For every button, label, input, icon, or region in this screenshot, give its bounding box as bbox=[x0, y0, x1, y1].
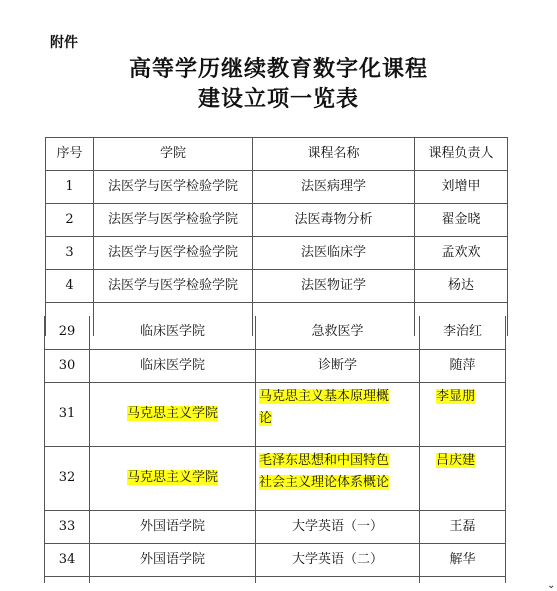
row-course: 急救医学 bbox=[256, 316, 420, 349]
highlighted-lead: 吕庆建 bbox=[436, 452, 476, 468]
header-lead: 课程负责人 bbox=[415, 138, 508, 171]
row-college: 法医学与医学检验学院 bbox=[94, 171, 253, 204]
header-college: 学院 bbox=[94, 138, 253, 171]
row-lead: 杨达 bbox=[415, 270, 508, 303]
row-lead bbox=[420, 446, 506, 510]
table-row bbox=[45, 382, 506, 446]
row-number: 31 bbox=[45, 382, 90, 446]
table-row bbox=[45, 316, 506, 349]
row-college: 外国语学院 bbox=[90, 510, 256, 543]
row-number: 4 bbox=[46, 270, 94, 303]
row-college: 法医学与医学检验学院 bbox=[94, 204, 253, 237]
row-course: 法医临床学 bbox=[253, 237, 415, 270]
row-college: 临床医学院 bbox=[90, 349, 256, 382]
row-number: 34 bbox=[45, 543, 90, 576]
row-college bbox=[90, 382, 256, 446]
row-lead: 解华 bbox=[420, 543, 506, 576]
row-number: 32 bbox=[45, 446, 90, 510]
header-number: 序号 bbox=[46, 138, 94, 171]
course-table-bottom bbox=[44, 316, 506, 583]
row-number: 29 bbox=[45, 316, 90, 349]
table-header-row bbox=[46, 138, 508, 171]
page-title-line1: 高等学历继续教育数字化课程 bbox=[128, 56, 428, 82]
attachment-label: 附件 bbox=[50, 35, 78, 51]
row-college bbox=[90, 446, 256, 510]
header-course: 课程名称 bbox=[253, 138, 415, 171]
table-row bbox=[46, 204, 508, 237]
row-college: 外国语学院 bbox=[90, 543, 256, 576]
row-number: 1 bbox=[46, 171, 94, 204]
table-row bbox=[46, 237, 508, 270]
row-course: 诊断学 bbox=[256, 349, 420, 382]
row-lead: 孟欢欢 bbox=[415, 237, 508, 270]
course-line: 社会主义理论体系概论 bbox=[259, 474, 390, 490]
page-title-line2: 建设立项一览表 bbox=[197, 86, 359, 112]
corner-mark: ⌄ bbox=[547, 580, 556, 591]
row-college: 法医学与医学检验学院 bbox=[94, 237, 253, 270]
course-line: 马克思主义基本原理概 bbox=[259, 388, 390, 404]
row-number: 33 bbox=[45, 510, 90, 543]
row-course bbox=[256, 446, 420, 510]
row-lead: 李治红 bbox=[420, 316, 506, 349]
row-course: 法医物证学 bbox=[253, 270, 415, 303]
row-lead: 刘增甲 bbox=[415, 171, 508, 204]
row-college: 法医学与医学检验学院 bbox=[94, 270, 253, 303]
course-line: 论 bbox=[259, 410, 273, 426]
table-row bbox=[45, 543, 506, 576]
table-row bbox=[45, 446, 506, 510]
row-number: 30 bbox=[45, 349, 90, 382]
row-number: 2 bbox=[46, 204, 94, 237]
row-number: 3 bbox=[46, 237, 94, 270]
table-row bbox=[46, 270, 508, 303]
table-row bbox=[45, 510, 506, 543]
row-course: 法医毒物分析 bbox=[253, 204, 415, 237]
highlighted-lead: 李显朋 bbox=[436, 388, 476, 404]
row-course: 大学英语（二） bbox=[256, 543, 420, 576]
row-lead: 王磊 bbox=[420, 510, 506, 543]
row-college: 临床医学院 bbox=[90, 316, 256, 349]
highlighted-college: 马克思主义学院 bbox=[126, 470, 218, 485]
row-course: 法医病理学 bbox=[253, 171, 415, 204]
table-row bbox=[46, 171, 508, 204]
table-row bbox=[45, 349, 506, 382]
course-line: 毛泽东思想和中国特色 bbox=[259, 452, 390, 468]
highlighted-college: 马克思主义学院 bbox=[126, 406, 218, 421]
table-row-cutoff bbox=[45, 576, 506, 583]
row-lead bbox=[420, 382, 506, 446]
row-course bbox=[256, 382, 420, 446]
row-course: 大学英语（一） bbox=[256, 510, 420, 543]
row-lead: 随萍 bbox=[420, 349, 506, 382]
row-lead: 翟金晓 bbox=[415, 204, 508, 237]
course-table-top bbox=[45, 137, 508, 336]
